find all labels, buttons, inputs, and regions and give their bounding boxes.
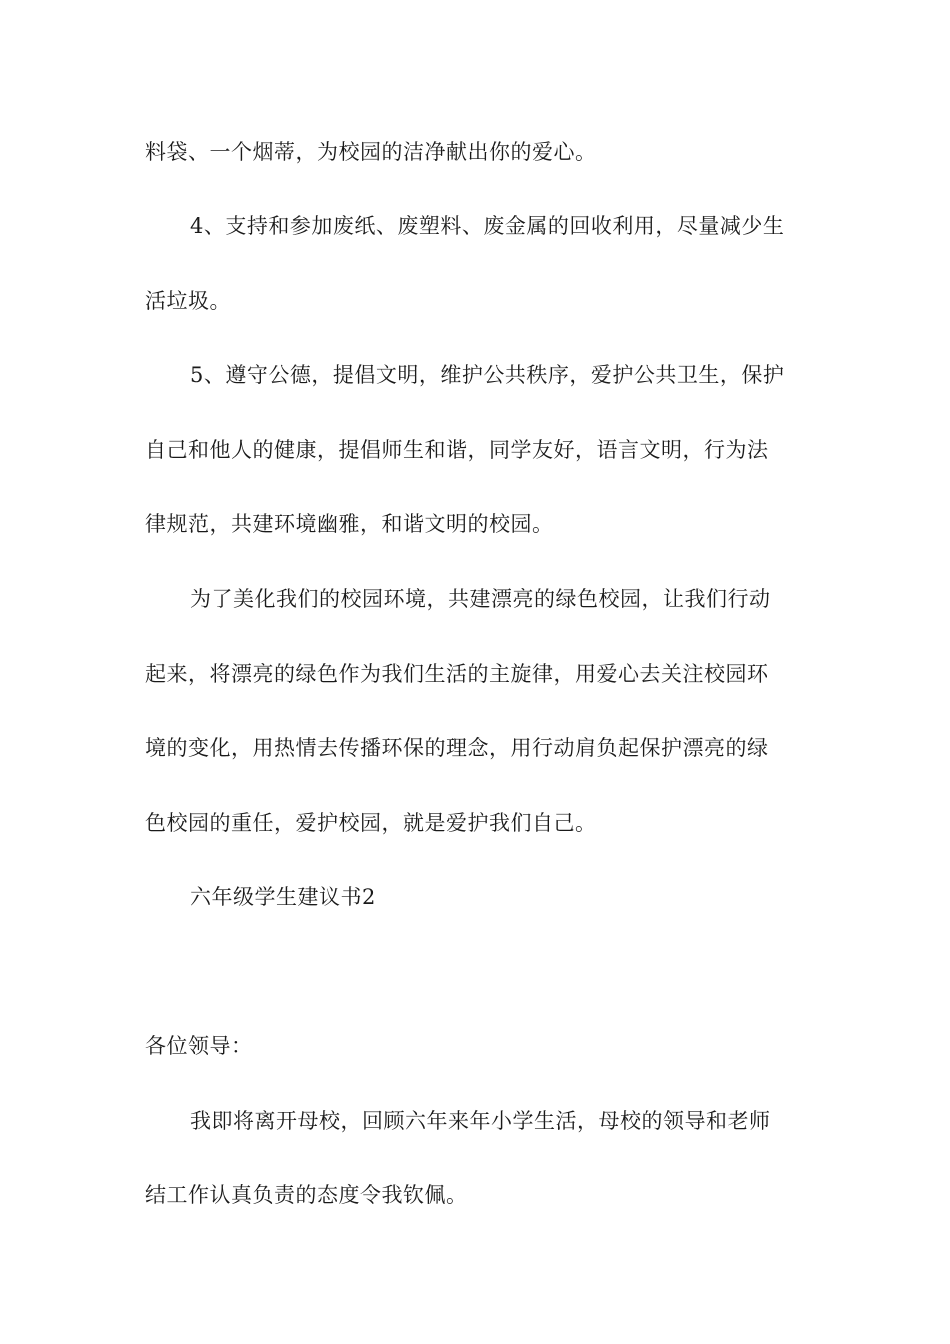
text-line: 料袋、一个烟蒂，为校园的洁净献出你的爱心。 xyxy=(145,140,597,164)
text-line: 自己和他人的健康，提倡师生和谐，同学友好，语言文明，行为法 xyxy=(145,438,769,462)
text-line: 我即将离开母校，回顾六年来年小学生活，母校的领导和老师 xyxy=(190,1109,771,1133)
text-line: 律规范，共建环境幽雅，和谐文明的校园。 xyxy=(145,512,554,536)
salutation: 各位领导： xyxy=(145,1034,253,1058)
text-line: 结工作认真负责的态度令我钦佩。 xyxy=(145,1183,468,1207)
text-line: 起来，将漂亮的绿色作为我们生活的主旋律，用爱心去关注校园环 xyxy=(145,662,769,686)
text-line: 活垃圾。 xyxy=(145,289,231,313)
text-line: 4、支持和参加废纸、废塑料、废金属的回收利用，尽量减少生 xyxy=(190,214,785,238)
text-line: 色校园的重任，爱护校园，就是爱护我们自己。 xyxy=(145,811,597,835)
section-heading: 六年级学生建议书2 xyxy=(190,885,376,909)
text-line: 为了美化我们的校园环境，共建漂亮的绿色校园，让我们行动 xyxy=(190,587,771,611)
text-line: 境的变化，用热情去传播环保的理念，用行动肩负起保护漂亮的绿 xyxy=(145,736,769,760)
text-line: 5、遵守公德，提倡文明，维护公共秩序，爱护公共卫生，保护 xyxy=(190,363,785,387)
